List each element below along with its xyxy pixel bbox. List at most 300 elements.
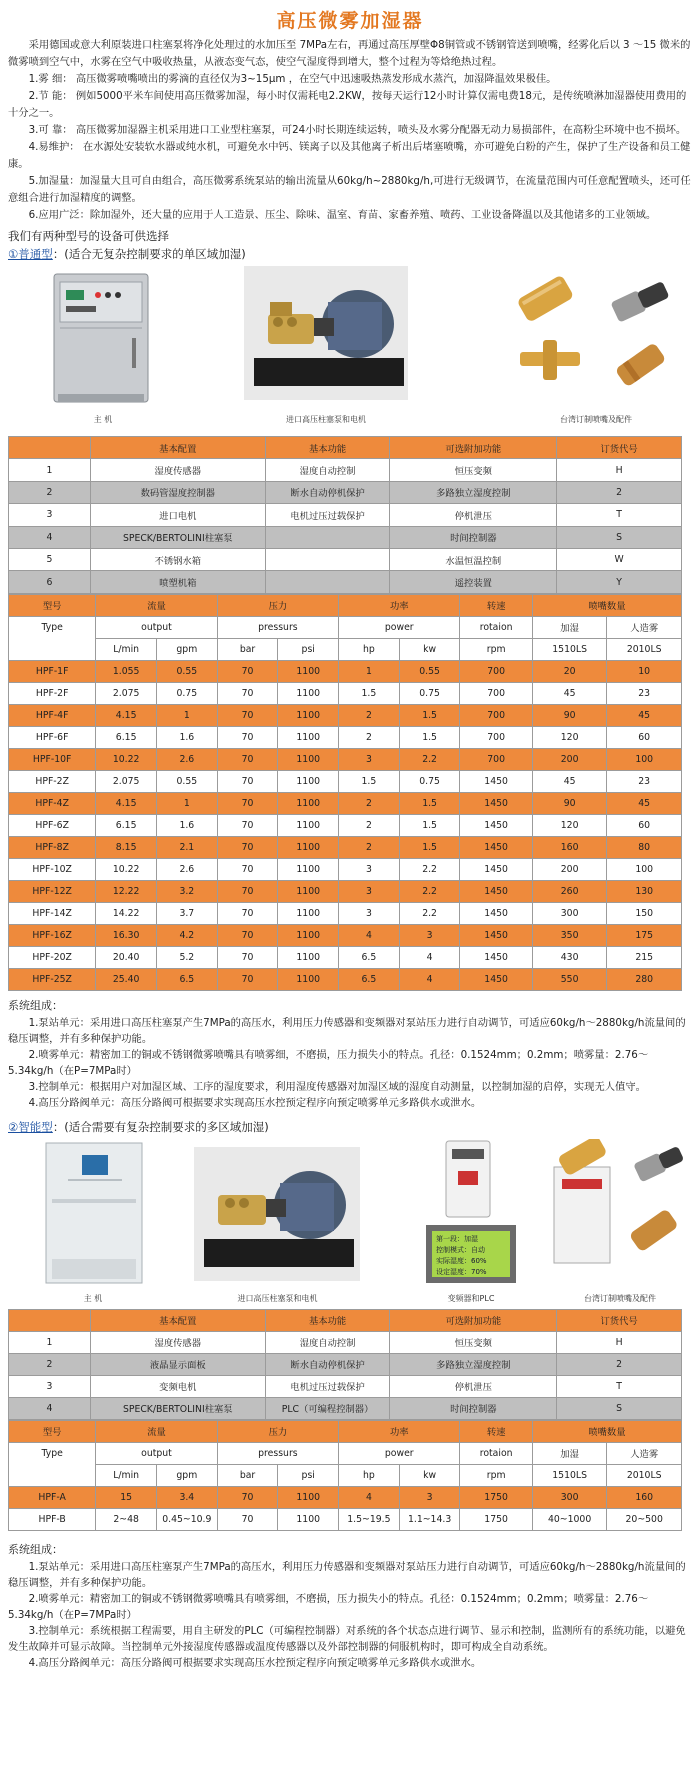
header-cell: power (339, 616, 460, 638)
cell: 1.5 (339, 682, 400, 704)
unit-cell: hp (339, 1464, 400, 1486)
cell: 120 (532, 726, 607, 748)
cell: 1100 (278, 858, 339, 880)
cell: 3 (339, 902, 400, 924)
cell: 0.75 (399, 682, 460, 704)
cell: 2 (9, 481, 91, 503)
cell: 300 (532, 902, 607, 924)
spec-table-2-body (9, 1486, 682, 1530)
cell: 150 (607, 902, 682, 924)
cell: 1100 (278, 946, 339, 968)
cell: 遥控装置 (390, 571, 557, 593)
cell: 1450 (460, 902, 532, 924)
inverter-plc-image (422, 1139, 520, 1289)
cell: 5 (9, 548, 91, 570)
model-cell: HPF-10F (9, 748, 96, 770)
cell: 45 (607, 792, 682, 814)
cell: 4 (399, 968, 460, 990)
cell: 25.40 (96, 968, 157, 990)
unit-cell: gpm (157, 638, 218, 660)
table-row (9, 924, 682, 946)
cell: 1100 (278, 1508, 339, 1530)
spec-header-row (9, 616, 682, 638)
cell: 2.6 (157, 748, 218, 770)
header-cell: 订货代号 (557, 1309, 682, 1331)
header-cell: 压力 (217, 1420, 338, 1442)
model-cell: HPF-1F (9, 660, 96, 682)
cell: 700 (460, 748, 532, 770)
cell: 1.5 (399, 704, 460, 726)
config-table-2 (8, 1309, 682, 1420)
cell: 60 (607, 814, 682, 836)
header-cell: 功率 (339, 594, 460, 616)
table-header-row (9, 437, 682, 459)
cell: 1.055 (96, 660, 157, 682)
models-lead: 我们有两种型号的设备可供选择 (8, 229, 169, 243)
header-cell: 人造雾 (607, 616, 682, 638)
model-cell: HPF-6Z (9, 814, 96, 836)
unit-cell: 1510LS (532, 1464, 607, 1486)
cell: 1 (157, 792, 218, 814)
cell: 70 (217, 880, 278, 902)
cell: 2 (339, 792, 400, 814)
cell: 130 (607, 880, 682, 902)
model-cell: HPF-4Z (9, 792, 96, 814)
table-header-row (9, 1309, 682, 1331)
cell: 0.75 (157, 682, 218, 704)
cell: 1100 (278, 660, 339, 682)
cell: 200 (532, 748, 607, 770)
cell: 430 (532, 946, 607, 968)
header-cell: 功率 (339, 1420, 460, 1442)
cell: 20~500 (607, 1508, 682, 1530)
table-row (9, 571, 682, 593)
system-composition-label: 系统组成： (8, 998, 63, 1012)
cell: 6.15 (96, 814, 157, 836)
cell: 1450 (460, 946, 532, 968)
cell: 1100 (278, 1486, 339, 1508)
section2-heading (8, 1119, 692, 1135)
cell: 2.2 (399, 880, 460, 902)
cell (265, 548, 390, 570)
model-cell: HPF-8Z (9, 836, 96, 858)
header-cell: 可选附加功能 (390, 437, 557, 459)
cell: T (557, 1375, 682, 1397)
table-row (9, 946, 682, 968)
caption-inverter-plc: 变频器和PLC (447, 1293, 495, 1303)
pump-motor-image (240, 262, 412, 404)
cell: H (557, 1331, 682, 1353)
cell: SPECK/BERTOLINI柱塞泵 (90, 1397, 265, 1419)
cell: 数码管湿度控制器 (90, 481, 265, 503)
cell: 2 (339, 704, 400, 726)
header-cell: output (96, 616, 217, 638)
cell: 2 (339, 836, 400, 858)
unit-cell: bar (217, 638, 278, 660)
header-cell (9, 437, 91, 459)
sys-item: 1.泵站单元：采用进口高压柱塞泵产生7MPa的高压水，利用压力传感器和变频器对泵站压力进行自动调节，可适应60kg/h～2880kg/h流量间的稳压调整，并有多种保护功能。 (8, 1560, 686, 1589)
cell: 1.5~19.5 (339, 1508, 400, 1530)
cell: 5.2 (157, 946, 218, 968)
cell: 16.30 (96, 924, 157, 946)
cell: 200 (532, 858, 607, 880)
cell: 3 (339, 748, 400, 770)
cell: 70 (217, 726, 278, 748)
cell: 70 (217, 1486, 278, 1508)
cell: 0.55 (157, 770, 218, 792)
product-images-1 (8, 266, 692, 426)
cell: 2 (9, 1353, 91, 1375)
plc-screen-line: 设定湿度：70% (436, 1267, 487, 1276)
model-cell: HPF-10Z (9, 858, 96, 880)
cell: 1100 (278, 792, 339, 814)
table-row (9, 548, 682, 570)
cell: 100 (607, 858, 682, 880)
cell: 1.6 (157, 814, 218, 836)
cell: 1100 (278, 704, 339, 726)
table-row (9, 1397, 682, 1419)
cell: 160 (532, 836, 607, 858)
cell: 1100 (278, 880, 339, 902)
system-composition-label-2: 系统组成： (8, 1542, 63, 1556)
cell (265, 571, 390, 593)
cell: 2.2 (399, 902, 460, 924)
cell: 1100 (278, 814, 339, 836)
cell: 70 (217, 902, 278, 924)
cell: 1.5 (339, 770, 400, 792)
cell: 时间控制器 (390, 1397, 557, 1419)
cell: 断水自动停机保护 (265, 481, 390, 503)
header-cell: 喷嘴数量 (532, 594, 681, 616)
feature-reliable: 3.可 靠： 高压微雾加湿器主机采用进口工业型柱塞泵，可24小时长期连续运转，喷头及水雾分配器无动力易损部件，在高粉尘环境中也不损坏。 (28, 124, 687, 136)
plc-screen-line: 第一段：加湿 (436, 1234, 478, 1243)
sys-item: 4.高压分路阀单元：高压分路阀可根据要求实现高压水控预定程序向预定喷雾单元多路供水或泄水。 (28, 1656, 482, 1669)
cell: 恒压变频 (390, 1331, 557, 1353)
cell: 23 (607, 770, 682, 792)
section2-desc: ：(适合需要有复杂控制要求的多区域加湿) (52, 1119, 269, 1134)
table-row (9, 1353, 682, 1375)
cell: 停机泄压 (390, 1375, 557, 1397)
table-row (9, 836, 682, 858)
cell: 3 (339, 880, 400, 902)
cell: 70 (217, 924, 278, 946)
cell: 3 (339, 858, 400, 880)
feature-fine: 1.雾 细： 高压微雾喷嘴喷出的雾滴的直径仅为3~15μm ，在空气中迅速吸热蒸发形成水蒸汽，加湿降温效果极佳。 (28, 73, 557, 85)
cell: 3 (9, 504, 91, 526)
table-row (9, 1486, 682, 1508)
unit-cell: rpm (460, 638, 532, 660)
smart-main-unit-image (38, 1139, 148, 1289)
cell: 300 (532, 1486, 607, 1508)
header-cell: pressurs (217, 1442, 338, 1464)
cell: 2 (339, 814, 400, 836)
cell: 1.5 (399, 726, 460, 748)
cell: 3 (9, 1375, 91, 1397)
sys-item: 2.喷雾单元：精密加工的铜或不锈钢微雾喷嘴具有喷雾细，不磨损，压力损失小的特点。孔径：0.1524mm；0.2mm；喷雾量：2.76～5.34kg/h（在P=7MPa时） (8, 1048, 649, 1077)
cell: 14.22 (96, 902, 157, 924)
cell: S (557, 1397, 682, 1419)
unit-cell: gpm (157, 1464, 218, 1486)
cell: 3.4 (157, 1486, 218, 1508)
header-cell: 型号 (9, 594, 96, 616)
model-cell: HPF-2F (9, 682, 96, 704)
cell: 液晶显示面板 (90, 1353, 265, 1375)
header-cell: power (339, 1442, 460, 1464)
cell: 2.075 (96, 682, 157, 704)
cell: Y (557, 571, 682, 593)
cell: 1100 (278, 682, 339, 704)
header-cell: pressurs (217, 616, 338, 638)
cell: 90 (532, 792, 607, 814)
cell: 4 (339, 1486, 400, 1508)
spec-table-1 (8, 594, 682, 991)
config-table-1 (8, 436, 682, 594)
spec-unit-row (9, 638, 682, 660)
cell: 变频电机 (90, 1375, 265, 1397)
cell: 2 (557, 481, 682, 503)
cell: 60 (607, 726, 682, 748)
smart-nozzles-image (550, 1139, 690, 1289)
cell: 6.5 (339, 946, 400, 968)
cell: 2.2 (399, 748, 460, 770)
cell: 45 (532, 770, 607, 792)
cell: 175 (607, 924, 682, 946)
cell: 1450 (460, 924, 532, 946)
cell: 10 (607, 660, 682, 682)
cell: 喷塑机箱 (90, 571, 265, 593)
table-row (9, 880, 682, 902)
cell: 4.2 (157, 924, 218, 946)
cell: 湿度传感器 (90, 1331, 265, 1353)
unit-cell: psi (278, 638, 339, 660)
cell: 20 (532, 660, 607, 682)
header-cell: 可选附加功能 (390, 1309, 557, 1331)
cell: 2 (339, 726, 400, 748)
cell: 水温恒温控制 (390, 548, 557, 570)
unit-cell: 2010LS (607, 1464, 682, 1486)
cell: 电机过压过载保护 (265, 1375, 390, 1397)
model-cell: HPF-16Z (9, 924, 96, 946)
system-composition-2 (8, 1559, 692, 1671)
header-cell: 流量 (96, 1420, 217, 1442)
header-cell: 人造雾 (607, 1442, 682, 1464)
cell: 2.2 (399, 858, 460, 880)
feature-application: 6.应用广泛：除加湿外，还大量的应用于人工造景、压尘、除味、温室、育苗、家畜养殖、喷药、工业设备降温以及其他诸多的工业领域。 (28, 209, 657, 221)
cell: 1.5 (399, 836, 460, 858)
cell: 1450 (460, 880, 532, 902)
cell: 1750 (460, 1486, 532, 1508)
table-row (9, 792, 682, 814)
caption-nozzles: 台湾订制喷嘴及配件 (560, 415, 632, 424)
header-cell: 压力 (217, 594, 338, 616)
cell: 70 (217, 858, 278, 880)
cell: 1 (339, 660, 400, 682)
cell: 1100 (278, 770, 339, 792)
cell: 3 (399, 1486, 460, 1508)
sys-item: 3.控制单元：根据用户对加湿区域、工序的湿度要求，利用湿度传感器对加湿区域的湿度自动测量，以控制加湿的启停，实现无人值守。 (28, 1080, 646, 1093)
header-cell: 型号 (9, 1420, 96, 1442)
cell: 4 (339, 924, 400, 946)
header-cell: rotaion (460, 1442, 532, 1464)
table-row (9, 814, 682, 836)
cell: 1100 (278, 902, 339, 924)
cell: 12.22 (96, 880, 157, 902)
header-cell: 基本功能 (265, 437, 390, 459)
cell: 260 (532, 880, 607, 902)
cell: 8.15 (96, 836, 157, 858)
table-row (9, 770, 682, 792)
model-cell: HPF-20Z (9, 946, 96, 968)
cell: 70 (217, 770, 278, 792)
header-cell: 基本功能 (265, 1309, 390, 1331)
cell: 70 (217, 814, 278, 836)
cell: SPECK/BERTOLINI柱塞泵 (90, 526, 265, 548)
table-row (9, 1508, 682, 1530)
caption-smart-pump-motor: 进口高压柱塞泵和电机 (237, 1293, 318, 1303)
cell: 100 (607, 748, 682, 770)
system-composition-1 (8, 1015, 692, 1111)
cell: 1100 (278, 968, 339, 990)
cell: 断水自动停机保护 (265, 1353, 390, 1375)
cell: 70 (217, 946, 278, 968)
cell: 1 (9, 1331, 91, 1353)
cell: 多路独立湿度控制 (390, 1353, 557, 1375)
unit-cell: L/min (96, 638, 157, 660)
nozzles-image (500, 260, 686, 408)
unit-cell: rpm (460, 1464, 532, 1486)
intro-text (8, 37, 692, 224)
intro-paragraph: 采用德国或意大利原装进口柱塞泵将净化处理过的水加压至 7MPa左右，再通过高压厚壁Φ8铜管或不锈钢管送到喷嘴，经雾化后以 3 ～15 微米的微雾喷到空气中，水雾在空气中吸收热量，从液态变气态，使空气湿度得到增大，整个过程为等焓绝热过程。 (8, 39, 691, 68)
header-cell: 流量 (96, 594, 217, 616)
header-cell: Type (9, 1442, 96, 1486)
unit-cell: bar (217, 1464, 278, 1486)
cell: 1 (157, 704, 218, 726)
caption-main-unit: 主 机 (93, 415, 113, 424)
table-row (9, 459, 682, 481)
cell: 350 (532, 924, 607, 946)
table-row (9, 481, 682, 503)
cell: 0.55 (399, 660, 460, 682)
caption-smart-main-unit: 主 机 (83, 1293, 103, 1303)
table-row (9, 704, 682, 726)
header-cell: 加湿 (532, 616, 607, 638)
spec-table-1-body (9, 660, 682, 990)
cell: 湿度自动控制 (265, 459, 390, 481)
section1-desc: ：(适合无复杂控制要求的单区域加湿) (52, 247, 246, 261)
cell: 70 (217, 792, 278, 814)
spec-header-row (9, 594, 682, 616)
cell: 215 (607, 946, 682, 968)
cell: 10.22 (96, 858, 157, 880)
sys-item: 2.喷雾单元：精密加工的铜或不锈钢微雾喷嘴具有喷雾细，不磨损，压力损失小的特点。孔径：0.1524mm；0.2mm；喷雾量：2.76～5.34kg/h（在P=7MPa时） (8, 1592, 649, 1621)
cell: 700 (460, 682, 532, 704)
unit-cell: psi (278, 1464, 339, 1486)
cell: 700 (460, 726, 532, 748)
cell: 1100 (278, 726, 339, 748)
model-cell: HPF-2Z (9, 770, 96, 792)
cell: 0.55 (157, 660, 218, 682)
cell: 2.075 (96, 770, 157, 792)
cell: PLC（可编程控制器） (265, 1397, 390, 1419)
feature-energy: 2.节 能： 例如5000平米车间使用高压微雾加湿，每小时仅需耗电2.2KW，按每天运行12小时计算仅需电费18元，是传统喷淋加湿器使用费用的十分之一。 (8, 90, 687, 119)
cell: 2~48 (96, 1508, 157, 1530)
cell: 45 (532, 682, 607, 704)
cell: 1.5 (399, 814, 460, 836)
main-unit-image (46, 268, 156, 408)
cell: 70 (217, 968, 278, 990)
cell: S (557, 526, 682, 548)
cell: 70 (217, 1508, 278, 1530)
cell: 时间控制器 (390, 526, 557, 548)
table-row (9, 1331, 682, 1353)
cell: 3.7 (157, 902, 218, 924)
cell: 4.15 (96, 704, 157, 726)
cell: 进口电机 (90, 504, 265, 526)
unit-cell: kw (399, 638, 460, 660)
header-cell: 订货代号 (557, 437, 682, 459)
section2-label: ②智能型 (8, 1119, 53, 1134)
header-cell: 喷嘴数量 (532, 1420, 681, 1442)
unit-cell: hp (339, 638, 400, 660)
table-row (9, 858, 682, 880)
cell: 1450 (460, 836, 532, 858)
cell: 电机过压过载保护 (265, 504, 390, 526)
cell: 湿度自动控制 (265, 1331, 390, 1353)
feature-capacity: 5.加湿量：加湿量大且可自由组合，高压微雾系统泵站的输出流量从60kg/h~2880kg/h,可进行无级调节，在流量范围内可任意配置喷头，还可任意组合进行加湿精度的调整。 (8, 175, 691, 204)
cell: 700 (460, 660, 532, 682)
header-cell: 转速 (460, 594, 532, 616)
sys-item: 1.泵站单元：采用进口高压柱塞泵产生7MPa的高压水，利用压力传感器和变频器对泵站压力进行自动调节，可适应60kg/h～2880kg/h流量间的稳压调整，并有多种保护功能。 (8, 1016, 686, 1045)
unit-cell: 2010LS (607, 638, 682, 660)
caption-pump-motor: 进口高压柱塞泵和电机 (286, 415, 366, 424)
cell: 1450 (460, 814, 532, 836)
spec-header-row (9, 1420, 682, 1442)
header-cell: 基本配置 (90, 1309, 265, 1331)
cell: 2.6 (157, 858, 218, 880)
spec-header-row (9, 1442, 682, 1464)
cell: 70 (217, 704, 278, 726)
header-cell: 基本配置 (90, 437, 265, 459)
cell: 1450 (460, 968, 532, 990)
cell: 700 (460, 704, 532, 726)
cell: 4.15 (96, 792, 157, 814)
cell: 停机泄压 (390, 504, 557, 526)
table-row (9, 902, 682, 924)
cell: 70 (217, 748, 278, 770)
header-cell: output (96, 1442, 217, 1464)
cell: 6.5 (339, 968, 400, 990)
cell: 恒压变频 (390, 459, 557, 481)
header-cell (9, 1309, 91, 1331)
cell: 15 (96, 1486, 157, 1508)
header-cell: 加湿 (532, 1442, 607, 1464)
cell: 23 (607, 682, 682, 704)
page-title: 高压微雾加湿器 (276, 10, 424, 32)
cell: 120 (532, 814, 607, 836)
cell: 0.45~10.9 (157, 1508, 218, 1530)
unit-cell: kw (399, 1464, 460, 1486)
header-cell: rotaion (460, 616, 532, 638)
section1-label: ①普通型 (8, 247, 53, 261)
cell: W (557, 548, 682, 570)
model-cell: HPF-25Z (9, 968, 96, 990)
cell: H (557, 459, 682, 481)
model-cell: HPF-A (9, 1486, 96, 1508)
sys-item: 3.控制单元：系统根据工程需要，用自主研发的PLC（可编程控制器）对系统的各个状态点进行调节、显示和控制，监测所有的系统功能，以避免发生故障并可显示故障。当控制单元外接湿度传感器或温度传感器以及外部控制器的伺服机构时，即可构成全自动系统。 (8, 1624, 686, 1653)
cell: 1 (9, 459, 91, 481)
cell: 45 (607, 704, 682, 726)
cell: 1.1~14.3 (399, 1508, 460, 1530)
